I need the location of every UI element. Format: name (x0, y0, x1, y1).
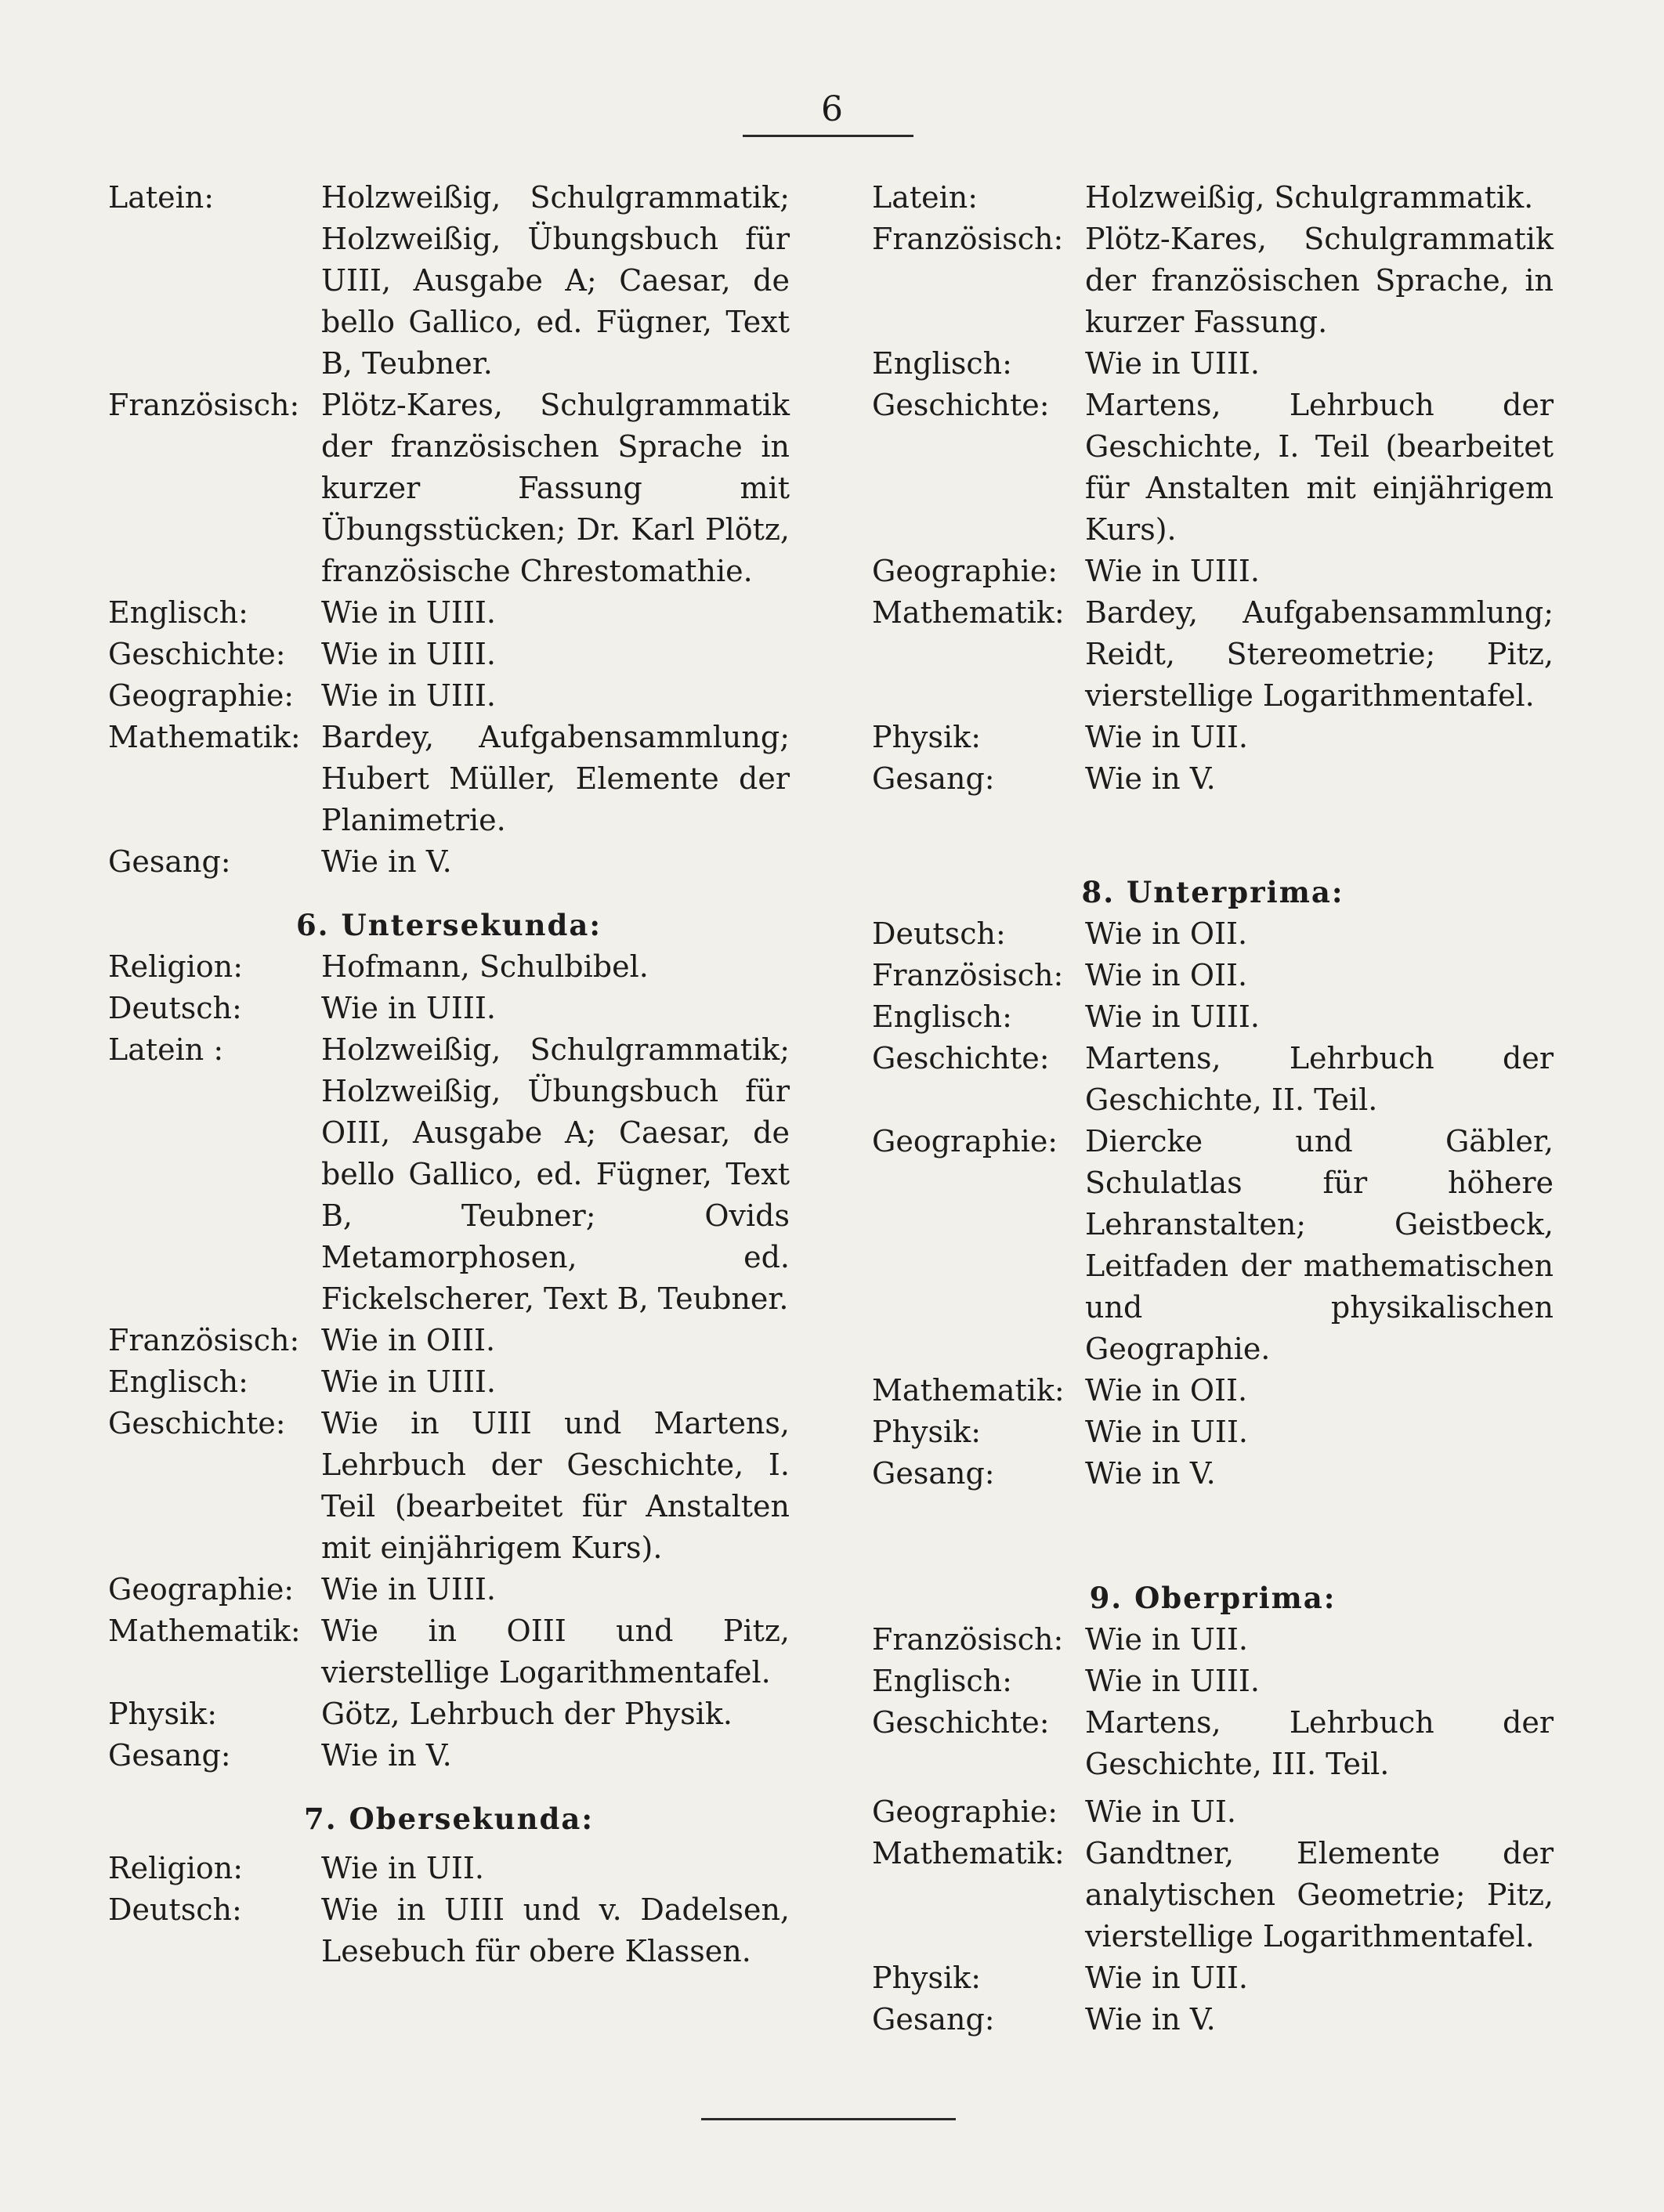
subject-name: Geographie: (872, 554, 1058, 588)
textbook-description: Holzweißig, Schulgrammatik; Holzweißig, Übungsbuch für OIII, Ausgabe A; Caesar, de bello Gallico, ed. Fügner, Text B, Teubner; Ovids Metamorphosen, ed. Fickelscherer, Text B, Teubner. (321, 1032, 790, 1316)
textbook-description: Gandtner, Elemente der analytischen Geometrie; Pitz, vierstellige Logarithmentafel. (1085, 1836, 1554, 1954)
textbook-description: Hofmann, Schulbibel. (321, 949, 649, 984)
textbook-description: Bardey, Aufgabensammlung; Hubert Müller, Elemente der Planimetrie. (321, 720, 790, 837)
subject-entry (872, 219, 1554, 343)
subject-name: Physik: (872, 720, 981, 754)
subject-name: Gesang: (108, 844, 231, 879)
textbook-description: Plötz-Kares, Schulgrammatik der französischen Sprache, in kurzer Fassung. (1085, 222, 1554, 339)
subject-name: Latein: (872, 180, 979, 215)
subject-name: Physik: (108, 1697, 217, 1731)
subject-entry (108, 1029, 790, 1320)
subject-name: Religion: (108, 949, 244, 984)
subject-entry (872, 1619, 1554, 1661)
textbook-description: Wie in UIII. (321, 595, 496, 630)
subject-name: Deutsch: (108, 991, 242, 1025)
subject-name: Geographie: (108, 1572, 295, 1607)
subject-entry (872, 1999, 1554, 2040)
textbook-description: Holzweißig, Schulgrammatik. (1085, 180, 1534, 215)
subject-name: Englisch: (108, 1364, 248, 1399)
textbook-description: Plötz-Kares, Schulgrammatik der französischen Sprache in kurzer Fassung mit Übungsstücken; Dr. Karl Plötz, französische Chrestomathie. (321, 388, 790, 588)
subject-name: Gesang: (108, 1738, 231, 1773)
subject-name: Geschichte: (108, 637, 286, 671)
subject-name: Französisch: (872, 958, 1064, 992)
textbook-description: Wie in UIII und Martens, Lehrbuch der Geschichte, I. Teil (bearbeitet für Anstalten mit einjährigem Kurs). (321, 1406, 790, 1565)
section-heading: 9. Oberprima: (1089, 1581, 1337, 1615)
subject-entry (872, 1121, 1554, 1370)
subject-entry (108, 634, 790, 675)
bottom-rule (701, 2118, 956, 2120)
subject-name: Französisch: (108, 388, 300, 422)
textbook-description: Wie in V. (321, 844, 452, 879)
textbook-description: Wie in UIII. (321, 678, 496, 713)
section-heading: 8. Unterprima: (1081, 875, 1344, 909)
textbook-description: Wie in V. (1085, 2002, 1216, 2037)
subject-name: Französisch: (108, 1323, 300, 1357)
subject-entry (872, 1370, 1554, 1411)
textbook-description: Götz, Lehrbuch der Physik. (321, 1697, 733, 1731)
subject-name: Geschichte: (872, 1705, 1050, 1740)
subject-name: Französisch: (872, 1622, 1064, 1657)
subject-name: Gesang: (872, 2002, 995, 2037)
subject-entry (872, 177, 1554, 219)
subject-entry (108, 385, 790, 592)
subject-name: Mathematik: (872, 1836, 1065, 1870)
textbook-description: Wie in UII. (1085, 1961, 1248, 1995)
page-number: 6 (821, 89, 843, 129)
subject-entry (108, 1610, 790, 1693)
subject-entry (108, 1320, 790, 1361)
textbook-description: Wie in OIII. (321, 1323, 496, 1357)
subject-entry (872, 1038, 1554, 1121)
textbook-description: Wie in UII. (1085, 1415, 1248, 1449)
subject-entry (872, 1957, 1554, 1999)
textbook-description: Wie in UII. (1085, 1622, 1248, 1657)
subject-entry (872, 1791, 1554, 1833)
textbook-description: Wie in V. (1085, 761, 1216, 796)
subject-name: Physik: (872, 1961, 981, 1995)
subject-entry (872, 1702, 1554, 1785)
subject-entry (872, 343, 1554, 385)
textbook-description: Wie in UIII. (1085, 1664, 1260, 1698)
subject-entry (108, 1693, 790, 1735)
subject-name: Englisch: (872, 1664, 1012, 1698)
subject-name: Gesang: (872, 761, 995, 796)
textbook-description: Wie in UIII und v. Dadelsen, Lesebuch für obere Klassen. (321, 1892, 790, 1968)
subject-name: Englisch: (872, 346, 1012, 381)
subject-name: Mathematik: (108, 720, 301, 754)
right-column (872, 177, 1554, 2040)
textbook-description: Wie in UIII. (321, 1364, 496, 1399)
subject-entry (872, 758, 1554, 800)
subject-name: Englisch: (872, 999, 1012, 1034)
subject-name: Geographie: (872, 1124, 1058, 1158)
subject-entry (872, 551, 1554, 592)
subject-entry (872, 1661, 1554, 1702)
textbook-description: Wie in UI. (1085, 1795, 1236, 1829)
textbook-description: Wie in UIII. (1085, 554, 1260, 588)
subject-name: Geschichte: (872, 388, 1050, 422)
subject-entry (872, 913, 1554, 955)
textbook-description: Wie in UIII. (1085, 346, 1260, 381)
subject-name: Deutsch: (872, 916, 1006, 951)
subject-name: Latein : (108, 1032, 224, 1067)
subject-name: Latein: (108, 180, 215, 215)
textbook-description: Wie in UIII. (321, 991, 496, 1025)
textbook-description: Diercke und Gäbler, Schulatlas für höhere Lehranstalten; Geistbeck, Leitfaden der mathematischen und physikalischen Geographie. (1085, 1124, 1554, 1366)
section-heading: 7. Obersekunda: (304, 1802, 594, 1836)
subject-name: Geschichte: (108, 1406, 286, 1440)
subject-entry (108, 1569, 790, 1610)
subject-name: Geographie: (108, 678, 295, 713)
textbook-description: Wie in OII. (1085, 1373, 1248, 1408)
subject-entry (108, 1403, 790, 1569)
subject-entry (108, 592, 790, 634)
textbook-description: Wie in OII. (1085, 916, 1248, 951)
textbook-description: Martens, Lehrbuch der Geschichte, I. Teil (bearbeitet für Anstalten mit einjährigem Kurs). (1085, 388, 1554, 547)
subject-name: Religion: (108, 1851, 244, 1885)
subject-name: Geographie: (872, 1795, 1058, 1829)
subject-entry (108, 841, 790, 883)
subject-entry (108, 177, 790, 385)
textbook-description: Bardey, Aufgabensammlung; Reidt, Stereometrie; Pitz, vierstellige Logarithmentafel. (1085, 595, 1554, 713)
textbook-description: Holzweißig, Schulgrammatik; Holzweißig, Übungsbuch für UIII, Ausgabe A; Caesar, de bello Gallico, ed. Fügner, Text B, Teubner. (321, 180, 790, 381)
subject-entry (872, 1833, 1554, 1957)
subject-name: Geschichte: (872, 1041, 1050, 1075)
subject-entry (108, 1361, 790, 1403)
textbook-description: Wie in OIII und Pitz, vierstellige Logarithmentafel. (321, 1614, 790, 1690)
subject-entry (872, 1453, 1554, 1495)
textbook-description: Wie in V. (321, 1738, 452, 1773)
textbook-description: Wie in UII. (321, 1851, 484, 1885)
subject-name: Mathematik: (108, 1614, 301, 1648)
textbook-description: Wie in UIII. (321, 637, 496, 671)
subject-entry (108, 1889, 790, 1972)
subject-name: Deutsch: (108, 1892, 242, 1927)
textbook-description: Martens, Lehrbuch der Geschichte, II. Teil. (1085, 1041, 1554, 1117)
subject-entry (108, 675, 790, 717)
subject-entry (108, 988, 790, 1029)
textbook-description: Wie in UIII. (1085, 999, 1260, 1034)
textbook-description: Wie in UIII. (321, 1572, 496, 1607)
subject-entry (872, 1411, 1554, 1453)
subject-name: Englisch: (108, 595, 248, 630)
textbook-description: Wie in OII. (1085, 958, 1248, 992)
subject-entry (872, 955, 1554, 996)
textbook-description: Wie in V. (1085, 1456, 1216, 1491)
textbook-description: Wie in UII. (1085, 720, 1248, 754)
subject-entry (108, 946, 790, 988)
subject-entry (108, 1735, 790, 1776)
left-column (108, 177, 790, 1972)
subject-name: Französisch: (872, 222, 1064, 256)
subject-name: Physik: (872, 1415, 981, 1449)
subject-entry (872, 385, 1554, 551)
subject-entry (108, 717, 790, 841)
subject-name: Gesang: (872, 1456, 995, 1491)
subject-entry (872, 996, 1554, 1038)
subject-entry (872, 717, 1554, 758)
subject-entry (108, 1848, 790, 1889)
section-heading: 6. Untersekunda: (295, 908, 602, 942)
subject-name: Mathematik: (872, 595, 1065, 630)
textbook-description: Martens, Lehrbuch der Geschichte, III. Teil. (1085, 1705, 1554, 1781)
top-rule (743, 135, 913, 137)
subject-name: Mathematik: (872, 1373, 1065, 1408)
subject-entry (872, 592, 1554, 717)
